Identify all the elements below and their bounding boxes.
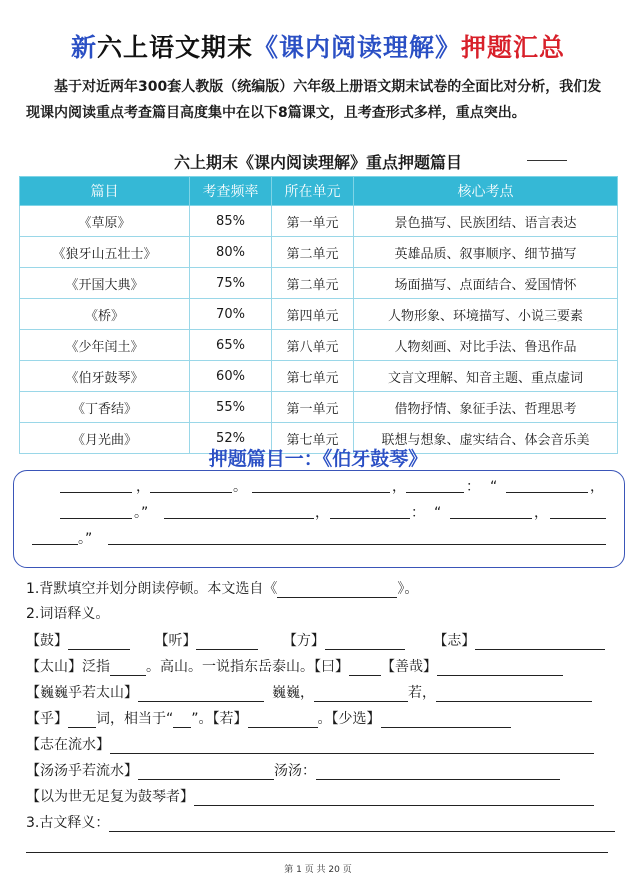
table-row (20, 361, 618, 392)
title-main: 六上语文期末 (96, 33, 253, 62)
punctuation: “ (434, 505, 442, 521)
table-cell: 第四单元 (272, 299, 354, 330)
answer-blank[interactable] (110, 739, 594, 754)
answer-blank[interactable] (109, 817, 615, 832)
punctuation: 。” (134, 505, 149, 521)
table-cell: 第七单元 (272, 423, 354, 454)
term-label: 【志】 (433, 633, 476, 649)
table-cell: 联想与想象、虚实结合、体会音乐美 (354, 423, 618, 454)
table-header-row (20, 177, 618, 206)
punctuation: 。” (78, 531, 93, 547)
key-texts-table (19, 176, 618, 454)
fill-blank[interactable] (108, 544, 606, 545)
answer-blank[interactable] (138, 765, 274, 780)
table-cell: 第八单元 (272, 330, 354, 361)
term-label: 【以为世无足复为鼓琴者】 (26, 789, 194, 805)
table-cell: 52% (190, 423, 272, 454)
definition-row (26, 708, 511, 728)
table-cell: 第一单元 (272, 392, 354, 423)
fill-blank[interactable] (32, 544, 78, 545)
term-label: 【汤汤乎若流水】 (26, 763, 138, 779)
answer-blank[interactable] (277, 583, 397, 598)
punctuation: ， (392, 479, 406, 495)
term-label: 。高山。一说指东岳泰山。【曰】 (146, 659, 349, 675)
definition-row (26, 656, 563, 676)
fill-blank[interactable] (506, 492, 588, 493)
table-cell: 《伯牙鼓琴》 (20, 361, 190, 392)
table-row (20, 237, 618, 268)
definition-row (26, 760, 560, 780)
term-label: 若， (408, 685, 436, 701)
table-cell: 第二单元 (272, 268, 354, 299)
definition-row (26, 786, 594, 806)
table-cell: 《桥》 (20, 299, 190, 330)
punctuation: ： (411, 505, 425, 521)
answer-blank[interactable] (110, 661, 146, 676)
definition-row (26, 734, 594, 754)
table-cell: 《月光曲》 (20, 423, 190, 454)
table-cell: 80% (190, 237, 272, 268)
answer-blank[interactable] (196, 635, 258, 650)
table-cell: 65% (190, 330, 272, 361)
question-text: 3.古文释义： (26, 815, 110, 831)
answer-blank[interactable] (314, 687, 408, 702)
fill-blank[interactable] (252, 492, 390, 493)
term-label: 【巍巍乎若太山】 (26, 685, 138, 701)
question-text: 》。 (397, 581, 419, 597)
term-label: 汤汤： (274, 763, 316, 779)
term-label: 。【少选】 (317, 711, 381, 727)
punctuation: ， (315, 505, 329, 521)
fill-blank[interactable] (60, 492, 132, 493)
question-1 (26, 578, 418, 598)
answer-blank[interactable] (194, 791, 594, 806)
question-2: 2.词语释义。 (26, 606, 110, 622)
header-cell: 所在单元 (272, 177, 354, 206)
term-label: 【善哉】 (381, 659, 437, 675)
fill-blank[interactable] (164, 518, 314, 519)
table-row (20, 392, 618, 423)
punctuation: ， (590, 479, 604, 495)
section-title: 押题篇目一：《伯牙鼓琴》 (208, 448, 428, 470)
table-title: 六上期末《课内阅读理解》重点押题篇目 (173, 153, 462, 172)
answer-blank[interactable] (381, 713, 511, 728)
table-cell: 第七单元 (272, 361, 354, 392)
answer-blank[interactable] (436, 687, 592, 702)
term-label: 【乎】 (26, 711, 68, 727)
answer-blank[interactable] (437, 661, 563, 676)
answer-blank[interactable] (325, 635, 405, 650)
term-label: 【太山】泛指 (26, 659, 110, 675)
term-label: 【志在流水】 (26, 737, 110, 753)
page-number: 第 1 页 共 20 页 (284, 865, 352, 875)
fill-blank[interactable] (330, 518, 410, 519)
title-underline (527, 160, 567, 161)
table-cell: 《草原》 (20, 206, 190, 237)
fill-blank[interactable] (550, 518, 606, 519)
table-cell: 85% (190, 206, 272, 237)
title-topic: 《课内阅读理解》 (253, 33, 462, 62)
question-text: 1.背默填空并划分朗读停顿。本文选自《 (26, 581, 278, 597)
definition-row (26, 682, 592, 702)
punctuation: ， (534, 505, 548, 521)
fill-blank[interactable] (60, 518, 132, 519)
table-row (20, 299, 618, 330)
table-cell: 《丁香结》 (20, 392, 190, 423)
table-row (20, 330, 618, 361)
question-3 (26, 812, 615, 832)
table-cell: 70% (190, 299, 272, 330)
answer-blank[interactable] (349, 661, 381, 676)
table-cell: 第一单元 (272, 206, 354, 237)
answer-blank[interactable] (173, 713, 191, 728)
answer-blank[interactable] (68, 713, 96, 728)
table-cell: 60% (190, 361, 272, 392)
table-cell: 英雄品质、叙事顺序、细节描写 (354, 237, 618, 268)
answer-blank[interactable] (26, 852, 608, 853)
answer-blank[interactable] (475, 635, 605, 650)
punctuation: ， (136, 479, 150, 495)
punctuation: 。 (233, 479, 247, 495)
intro-paragraph: 基于对近两年300套人教版（统编版）六年级上册语文期末试卷的全面比对分析，我们发现课内阅读重点考查篇目高度集中在以下8篇课文，且考查形式多样，重点突出。 (26, 79, 602, 121)
term-label: 【鼓】 (26, 633, 68, 649)
header-cell: 考查频率 (190, 177, 272, 206)
punctuation: “ (490, 479, 498, 495)
table-cell: 第二单元 (272, 237, 354, 268)
term-label: 词，相当于“ (96, 711, 174, 727)
term-label: 巍巍， (272, 685, 314, 701)
title-suffix: 押题汇总 (461, 33, 566, 62)
fill-blank[interactable] (450, 518, 532, 519)
fill-blank[interactable] (150, 492, 232, 493)
term-label: 【方】 (282, 633, 325, 649)
term-label: ”。【若】 (191, 711, 248, 727)
table-row (20, 206, 618, 237)
definition-row (26, 630, 605, 650)
answer-blank[interactable] (138, 687, 264, 702)
term-label: 【听】 (154, 633, 197, 649)
table-cell: 人物形象、环境描写、小说三要素 (354, 299, 618, 330)
table-cell: 人物刻画、对比手法、鲁迅作品 (354, 330, 618, 361)
table-cell: 《少年闰土》 (20, 330, 190, 361)
page-title (0, 28, 636, 64)
table-cell: 《狼牙山五壮士》 (20, 237, 190, 268)
table-cell: 55% (190, 392, 272, 423)
table-cell: 75% (190, 268, 272, 299)
fill-blank[interactable] (406, 492, 464, 493)
answer-blank[interactable] (68, 635, 130, 650)
punctuation: ： (466, 479, 480, 495)
header-cell: 篇目 (20, 177, 190, 206)
answer-blank[interactable] (316, 765, 560, 780)
table-cell: 《开国大典》 (20, 268, 190, 299)
title-prefix: 新 (70, 33, 97, 62)
table-cell: 景色描写、民族团结、语言表达 (354, 206, 618, 237)
table-row (20, 268, 618, 299)
table-cell: 文言文理解、知音主题、重点虚词 (354, 361, 618, 392)
table-cell: 场面描写、点面结合、爱国情怀 (354, 268, 618, 299)
header-cell: 核心考点 (354, 177, 618, 206)
answer-blank[interactable] (248, 713, 318, 728)
table-cell: 借物抒情、象征手法、哲理思考 (354, 392, 618, 423)
